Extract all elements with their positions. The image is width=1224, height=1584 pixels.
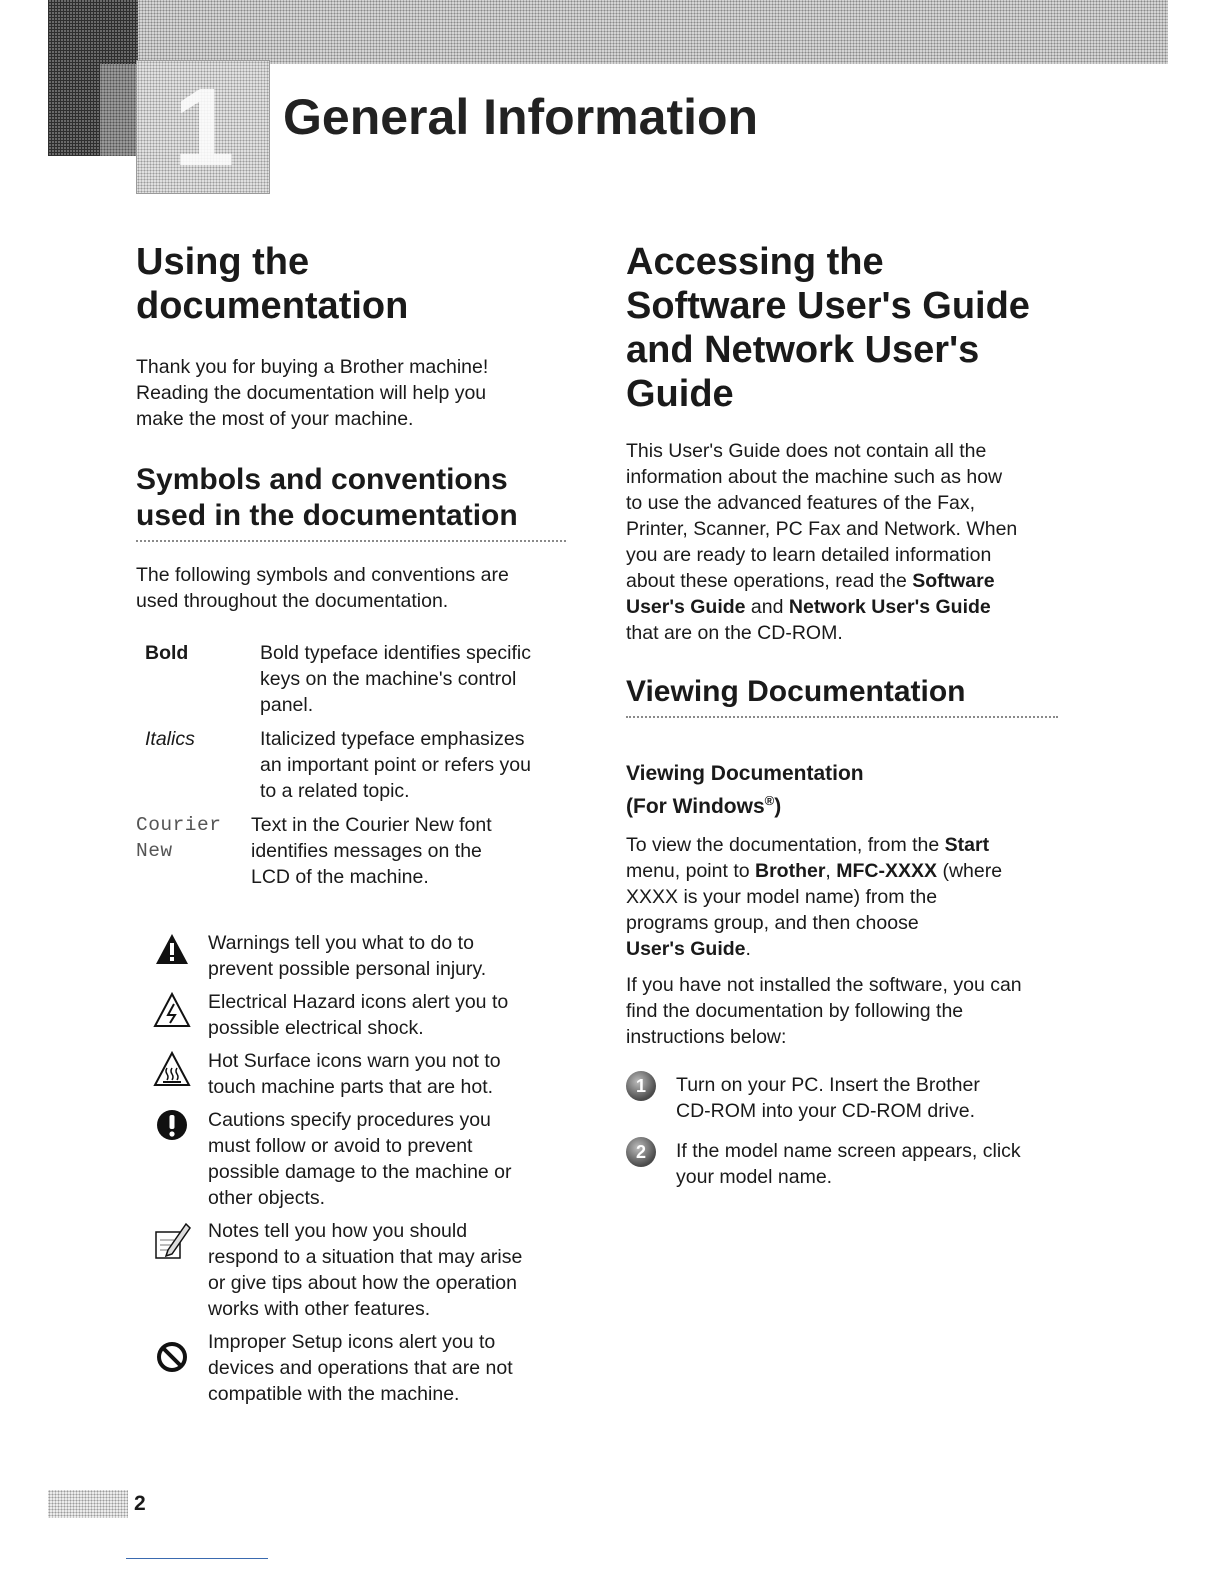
right-column — [626, 240, 1058, 1204]
windows-instructions: To view the documentation, from the Start menu, point to Brother, MFC-XXXX (where XXXX is your model name) from the programs group, and then choose User's Guide. — [626, 834, 1003, 960]
section-heading-accessing-guides: Accessing the Software User's Guide and Network User's Guide — [626, 241, 1030, 415]
symbols-intro: The following symbols and conventions are used throughout the documentation. — [136, 564, 509, 612]
step-number-badge: 2 — [626, 1137, 656, 1167]
note-icon — [136, 1218, 208, 1322]
icon-legend-warning: Warnings tell you what to do to prevent possible personal injury. — [136, 930, 566, 982]
hot-surface-icon — [136, 1048, 208, 1100]
convention-term: Courier New — [136, 814, 222, 862]
subheading-symbols-conventions: Symbols and conventions used in the documentation — [136, 462, 566, 542]
chapter-title: General Information — [283, 89, 759, 145]
convention-term: Italics — [145, 728, 195, 750]
chapter-banner — [48, 0, 1168, 64]
convention-desc: Italicized typeface emphasizes an important point or refers you to a related topic. — [260, 728, 531, 802]
convention-desc: Bold typeface identifies specific keys on the machine's control panel. — [260, 642, 531, 716]
minor-heading-viewing-windows: Viewing Documentation (For Windows®) — [626, 762, 864, 818]
icon-legend-electrical: Electrical Hazard icons alert you to possible electrical shock. — [136, 989, 566, 1041]
convention-desc: Text in the Courier New font identifies messages on the LCD of the machine. — [251, 814, 492, 888]
caution-icon — [136, 1107, 208, 1211]
icon-legend-hot-surface: Hot Surface icons warn you not to touch machine parts that are hot. — [136, 1048, 566, 1100]
accessing-intro: This User's Guide does not contain all the information about the machine such as how to use the advanced features of the Fax, Printer, Scanner, PC Fax and Network. When you are ready to learn detailed information about these operations, read the Software User's Guide and Network User's Guide that are on the CD-ROM. — [626, 440, 1018, 644]
step-2: 2 If the model name screen appears, click your model name. — [626, 1138, 1058, 1190]
improper-setup-icon — [136, 1329, 208, 1407]
footer-rule — [126, 1558, 268, 1559]
convention-italics — [136, 726, 566, 804]
icon-legend-caution: Cautions specify procedures you must follow or avoid to prevent possible damage to the machine or other objects. — [136, 1107, 566, 1211]
not-installed-paragraph: If you have not installed the software, you can find the documentation by following the instructions below: — [626, 974, 1022, 1048]
chapter-number-box — [136, 60, 270, 194]
section-heading-using-documentation: Using the documentation — [136, 241, 409, 327]
convention-bold — [136, 640, 566, 718]
step-1: 1 Turn on your PC. Insert the Brother CD-ROM into your CD-ROM drive. — [626, 1072, 1058, 1124]
step-number-badge: 1 — [626, 1071, 656, 1101]
page-number-tab — [48, 1490, 128, 1518]
chapter-banner-light-block — [100, 64, 136, 156]
convention-courier — [136, 812, 566, 890]
left-column — [136, 240, 566, 1414]
subheading-viewing-documentation: Viewing Documentation — [626, 674, 1058, 718]
icon-legend-improper-setup: Improper Setup icons alert you to devices and operations that are not compatible with the machine. — [136, 1329, 566, 1407]
electrical-hazard-icon — [136, 989, 208, 1041]
intro-paragraph: Thank you for buying a Brother machine! Reading the documentation will help you make the most of your machine. — [136, 356, 489, 430]
convention-term: Bold — [145, 642, 189, 664]
warning-icon — [136, 930, 208, 982]
chapter-number: 1 — [173, 66, 235, 189]
page-number: 2 — [134, 1492, 146, 1515]
icon-legend-note: Notes tell you how you should respond to a situation that may arise or give tips about how the operation works with other features. — [136, 1218, 566, 1322]
